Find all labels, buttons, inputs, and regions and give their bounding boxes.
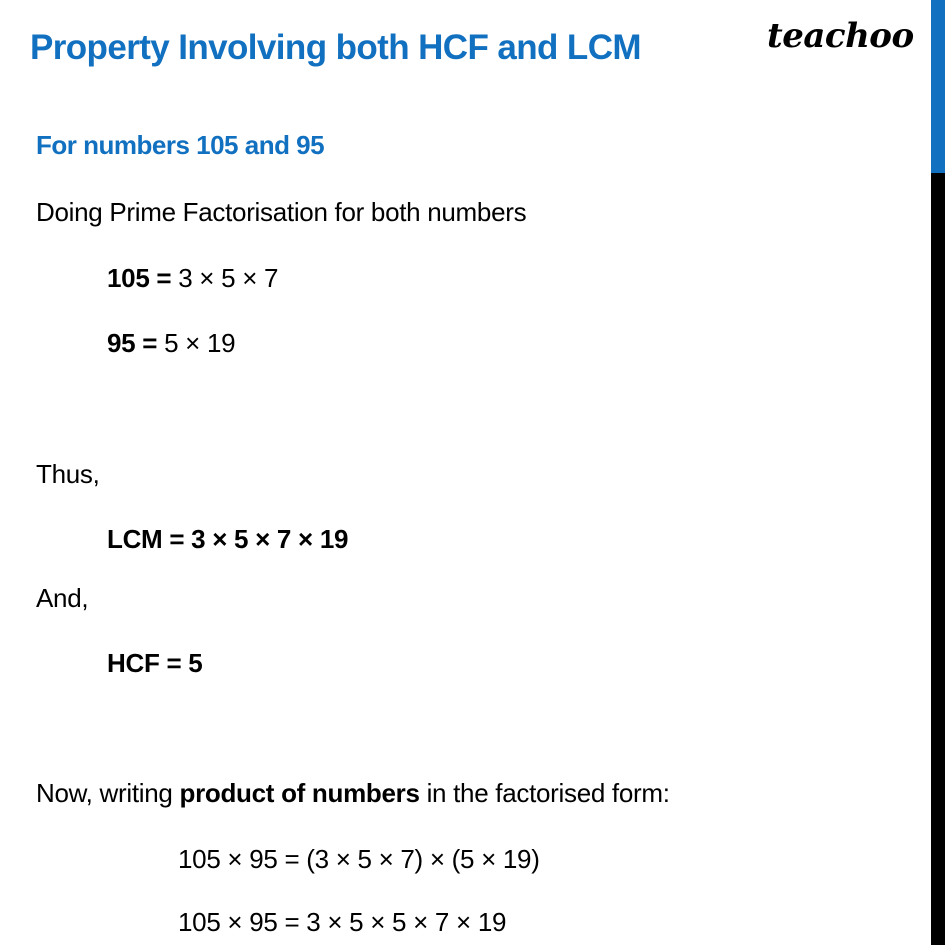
factorisation-label: 95 = [107,328,158,358]
teachoo-logo: teachoo [767,16,914,56]
factorisation-value: 3 × 5 × 7 [171,263,279,293]
lcm-result: LCM = 3 × 5 × 7 × 19 [107,524,349,554]
equation-1: 105 × 95 = (3 × 5 × 7) × (5 × 19) [178,844,540,874]
equation-2: 105 × 95 = 3 × 5 × 5 × 7 × 19 [178,907,507,937]
intro-text: Doing Prime Factorisation for both numbers [36,197,527,227]
page-title: Property Involving both HCF and LCM [30,28,641,67]
hcf-result: HCF = 5 [107,648,203,678]
product-intro-bold: product of numbers [179,778,420,808]
product-intro-prefix: Now, writing [36,778,180,808]
sidebar-accent-blue [931,0,945,173]
product-intro [36,778,670,809]
and-text: And, [36,583,89,613]
factorisation-105 [107,263,278,294]
thus-text: Thus, [36,459,100,489]
factorisation-95 [107,328,235,359]
sidebar-accent-black [931,173,945,945]
factorisation-label: 105 = [107,263,172,293]
section-subtitle: For numbers 105 and 95 [36,130,325,160]
factorisation-value: 5 × 19 [157,328,236,358]
product-intro-suffix: in the factorised form: [419,778,670,808]
